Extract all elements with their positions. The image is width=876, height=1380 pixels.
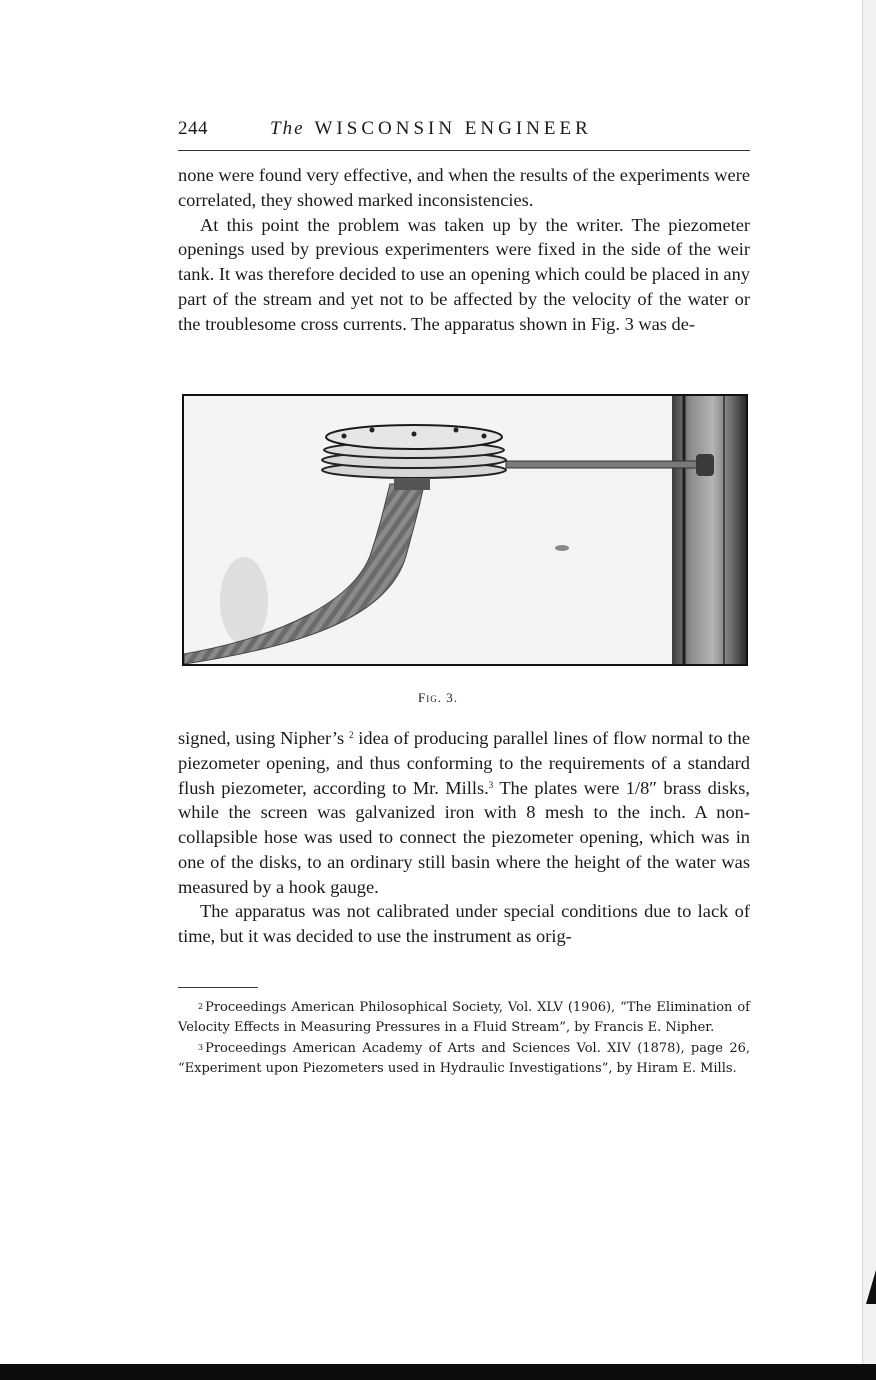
footnote-text: Proceedings American Academy of Arts and Sciences Vol. XIV (1878), page 26, “Experiment upon Piezometers used in Hydraulic Investigations”, by Hiram E. Mills. bbox=[178, 1040, 750, 1076]
footnote-marker: 3 bbox=[198, 1042, 204, 1052]
journal-title-name: WISCONSIN ENGINEER bbox=[314, 118, 592, 139]
body-text-top bbox=[178, 163, 750, 336]
scan-border bbox=[0, 1364, 876, 1380]
footnote-divider bbox=[178, 987, 258, 988]
text-run: The plates were 1/8″ brass disks, while the screen was galvanized iron with 8 mesh to the inch. A non-collapsible hose was used to connect the piezometer opening, which was in one of the disks, to an ordinary still basin where the height of the water was measured by a hook gauge. bbox=[178, 777, 751, 897]
figure-photo bbox=[182, 394, 748, 666]
body-text-bottom bbox=[178, 726, 750, 949]
footnote-reference: 3 bbox=[488, 779, 494, 790]
text-run: signed, using Nipher’s bbox=[178, 728, 345, 748]
running-header bbox=[178, 116, 750, 151]
journal-title-article: The bbox=[270, 118, 305, 139]
footnote-marker: 2 bbox=[198, 1002, 204, 1011]
paragraph: The apparatus was not calibrated under special conditions due to lack of time, but it was decided to use the instrument as orig- bbox=[178, 901, 750, 946]
figure-caption-text: Fig. 3. bbox=[418, 690, 458, 705]
footnote bbox=[178, 998, 750, 1039]
scan-corner-mark bbox=[866, 1270, 876, 1304]
footnote-reference: 2 bbox=[348, 730, 354, 740]
page-number: 244 bbox=[178, 118, 208, 139]
text-run: idea of producing parallel lines of flow normal to the piezometer opening, and thus conforming to the requirements of a standard flush piezometer, according to Mr. Mills. bbox=[178, 728, 750, 798]
figure-caption bbox=[0, 690, 876, 706]
piezometer-apparatus-photo bbox=[184, 396, 746, 664]
footnote bbox=[178, 1039, 750, 1080]
footnote-text: Proceedings American Philosophical Society, Vol. XLV (1906), “The Elimination of Velocity Effects in Measuring Pressures in a Fluid Stream”, by Francis E. Nipher. bbox=[178, 1000, 750, 1036]
paragraph-continued bbox=[178, 726, 750, 899]
journal-title bbox=[270, 118, 592, 140]
footnotes bbox=[178, 998, 750, 1079]
paragraph-continued: none were found very effective, and when the results of the experiments were correlated, they showed marked inconsistencies. bbox=[178, 165, 750, 210]
paragraph: At this point the problem was taken up by the writer. The piezometer openings used by previous experimenters were fixed in the side of the weir tank. It was therefore decided to use an opening which could be placed in any part of the stream and yet not to be affected by the velocity of the water or the troublesome cross currents. The apparatus shown in Fig. 3 was de- bbox=[178, 214, 750, 334]
